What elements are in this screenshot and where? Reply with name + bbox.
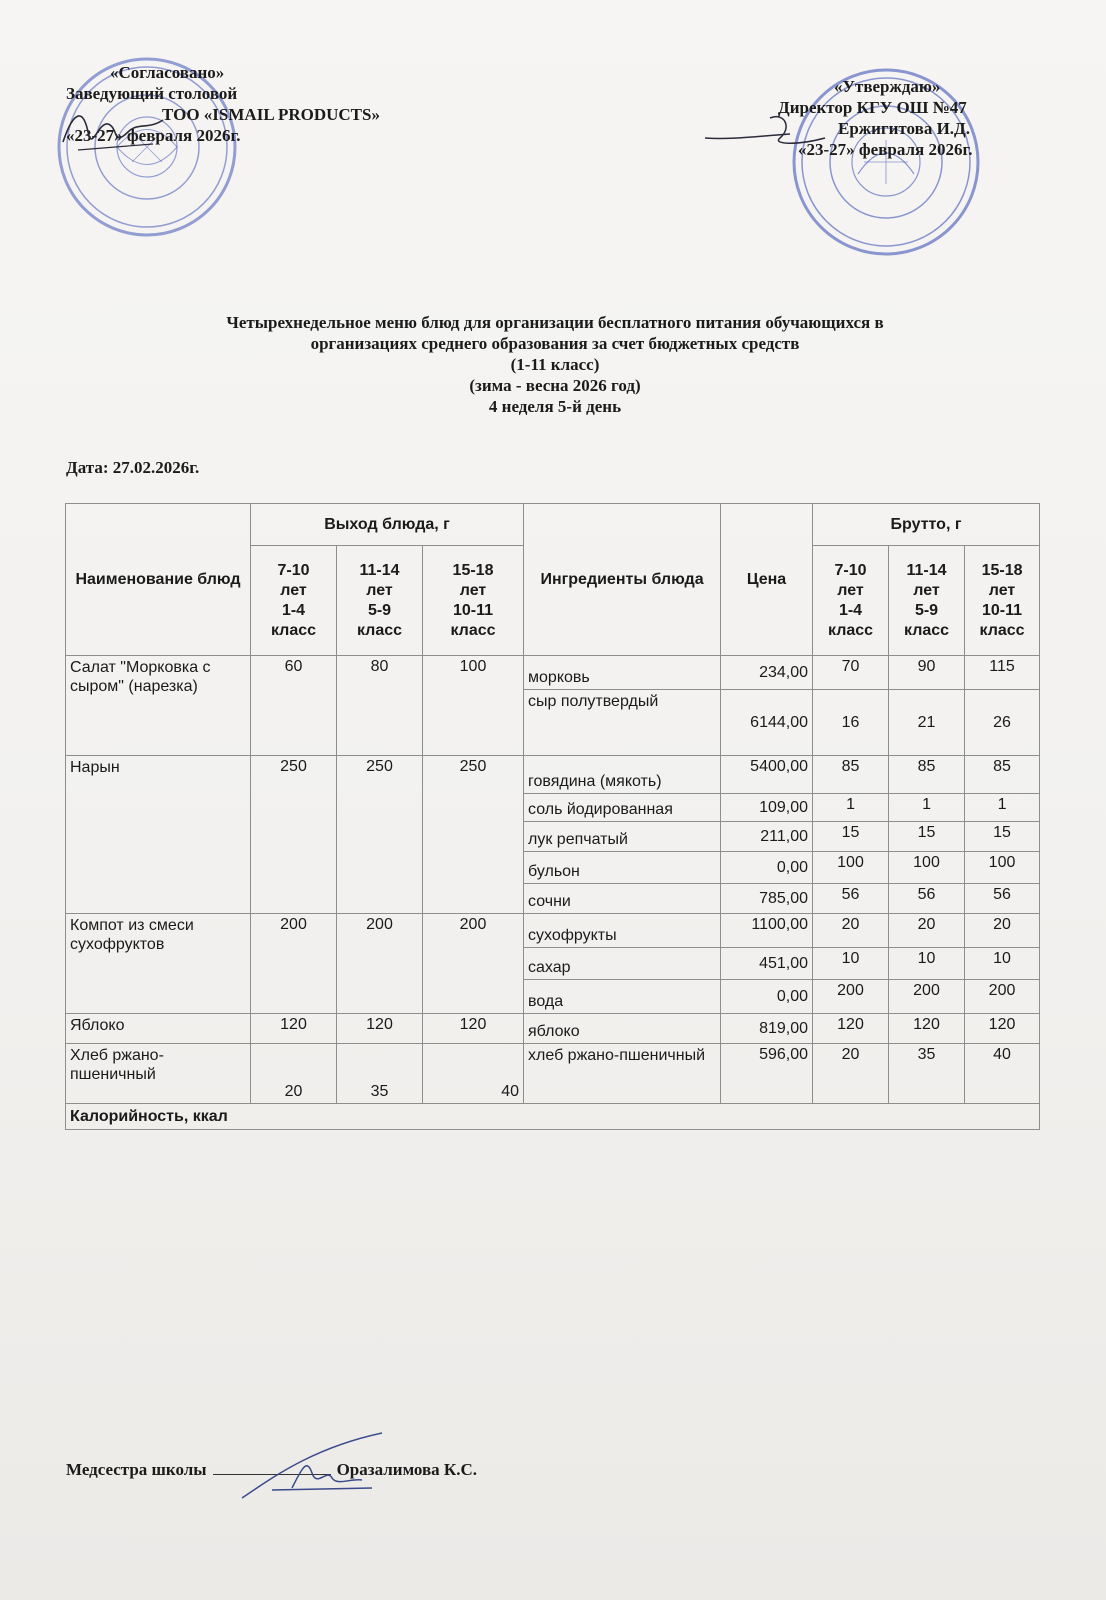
brutto-age-1: 15 <box>813 822 889 852</box>
dish-name: Хлеб ржано-пшеничный <box>66 1044 251 1104</box>
table-row <box>66 914 1040 948</box>
nurse-signature-line <box>66 1460 477 1480</box>
brutto-age-3: 56 <box>965 884 1040 914</box>
ingredient: сочни <box>524 884 721 914</box>
dish-name: Нарын <box>66 756 251 914</box>
brutto-age-1: 20 <box>813 914 889 948</box>
brutto-age-2: 35 <box>889 1044 965 1104</box>
brutto-age-1: 200 <box>813 980 889 1014</box>
output-age-3: 40 <box>423 1044 524 1104</box>
header-output-age-2: 11-14 лет 5-9 класс <box>337 546 423 656</box>
approval-right-position: Директор КГУ ОШ №47 <box>778 98 967 117</box>
header-brutto: Брутто, г <box>813 504 1040 546</box>
table-row <box>66 1044 1040 1104</box>
header-brutto-age-1: 7-10 лет 1-4 класс <box>813 546 889 656</box>
header-price: Цена <box>721 504 813 656</box>
ingredient: сухофрукты <box>524 914 721 948</box>
price: 109,00 <box>721 794 813 822</box>
brutto-age-2: 1 <box>889 794 965 822</box>
brutto-age-3: 120 <box>965 1014 1040 1044</box>
brutto-age-3: 10 <box>965 948 1040 980</box>
table-row <box>66 1014 1040 1044</box>
price: 819,00 <box>721 1014 813 1044</box>
table-row <box>66 756 1040 794</box>
document-title <box>60 312 1050 417</box>
output-age-1: 120 <box>251 1014 337 1044</box>
brutto-age-3: 20 <box>965 914 1040 948</box>
price: 211,00 <box>721 822 813 852</box>
brutto-age-1: 85 <box>813 756 889 794</box>
approval-right-name: Ержигитова И.Д. <box>838 119 970 138</box>
brutto-age-2: 56 <box>889 884 965 914</box>
output-age-3: 120 <box>423 1014 524 1044</box>
title-line-4: (зима - весна 2026 год) <box>469 376 641 395</box>
ingredient: морковь <box>524 656 721 690</box>
header-brutto-age-3: 15-18 лет 10-11 класс <box>965 546 1040 656</box>
brutto-age-2: 20 <box>889 914 965 948</box>
table-row <box>66 1104 1040 1130</box>
brutto-age-1: 1 <box>813 794 889 822</box>
brutto-age-3: 85 <box>965 756 1040 794</box>
price: 0,00 <box>721 980 813 1014</box>
output-age-3: 200 <box>423 914 524 1014</box>
price: 234,00 <box>721 656 813 690</box>
brutto-age-3: 40 <box>965 1044 1040 1104</box>
approval-left-position: Заведующий столовой <box>66 84 238 103</box>
output-age-2: 35 <box>337 1044 423 1104</box>
output-age-1: 200 <box>251 914 337 1014</box>
approval-block-left <box>66 62 380 146</box>
title-line-1: Четырехнедельное меню блюд для организации бесплатного питания обучающихся в <box>226 313 884 332</box>
price: 0,00 <box>721 852 813 884</box>
header-ingredients: Ингредиенты блюда <box>524 504 721 656</box>
price: 5400,00 <box>721 756 813 794</box>
brutto-age-3: 200 <box>965 980 1040 1014</box>
price: 451,00 <box>721 948 813 980</box>
ingredient: бульон <box>524 852 721 884</box>
brutto-age-2: 100 <box>889 852 965 884</box>
brutto-age-1: 100 <box>813 852 889 884</box>
title-line-2: организациях среднего образования за счет бюджетных средств <box>310 334 800 353</box>
ingredient: лук репчатый <box>524 822 721 852</box>
ingredient: сахар <box>524 948 721 980</box>
calories-label: Калорийность, ккал <box>66 1104 1040 1130</box>
output-age-3: 100 <box>423 656 524 756</box>
price: 6144,00 <box>721 690 813 756</box>
header-dish: Наименование блюд <box>66 504 251 656</box>
output-age-2: 120 <box>337 1014 423 1044</box>
price: 785,00 <box>721 884 813 914</box>
approval-block-right <box>778 76 973 160</box>
approval-left-company: ТОО «ISMAIL PRODUCTS» <box>162 105 380 124</box>
output-age-2: 200 <box>337 914 423 1014</box>
brutto-age-2: 10 <box>889 948 965 980</box>
output-age-1: 250 <box>251 756 337 914</box>
output-age-3: 250 <box>423 756 524 914</box>
ingredient: хлеб ржано-пшеничный <box>524 1044 721 1104</box>
output-age-2: 80 <box>337 656 423 756</box>
header-output-age-3: 15-18 лет 10-11 класс <box>423 546 524 656</box>
title-line-5: 4 неделя 5-й день <box>488 397 622 416</box>
brutto-age-1: 16 <box>813 690 889 756</box>
brutto-age-2: 120 <box>889 1014 965 1044</box>
signature-blank <box>213 1474 331 1475</box>
menu-date: Дата: 27.02.2026г. <box>66 458 200 477</box>
approval-left-heading: «Согласовано» <box>110 63 225 82</box>
nurse-label: Медсестра школы <box>66 1460 207 1479</box>
approval-right-date: «23-27» февраля 2026г. <box>798 140 973 159</box>
menu-table <box>65 503 1040 1130</box>
dish-name: Салат "Морковка с сыром" (нарезка) <box>66 656 251 756</box>
brutto-age-2: 200 <box>889 980 965 1014</box>
brutto-age-2: 21 <box>889 690 965 756</box>
brutto-age-1: 56 <box>813 884 889 914</box>
brutto-age-3: 100 <box>965 852 1040 884</box>
table-row <box>66 656 1040 690</box>
brutto-age-1: 10 <box>813 948 889 980</box>
approval-left-date: «23-27» февраля 2026г. <box>66 126 241 145</box>
output-age-1: 20 <box>251 1044 337 1104</box>
brutto-age-3: 26 <box>965 690 1040 756</box>
brutto-age-1: 70 <box>813 656 889 690</box>
brutto-age-3: 1 <box>965 794 1040 822</box>
brutto-age-2: 15 <box>889 822 965 852</box>
brutto-age-2: 90 <box>889 656 965 690</box>
ingredient: вода <box>524 980 721 1014</box>
brutto-age-2: 85 <box>889 756 965 794</box>
header-output: Выход блюда, г <box>251 504 524 546</box>
price: 596,00 <box>721 1044 813 1104</box>
header-output-age-1: 7-10 лет 1-4 класс <box>251 546 337 656</box>
approval-right-heading: «Утверждаю» <box>834 77 941 96</box>
brutto-age-1: 120 <box>813 1014 889 1044</box>
nurse-name: Оразалимова К.С. <box>336 1460 478 1479</box>
output-age-2: 250 <box>337 756 423 914</box>
ingredient: соль йодированная <box>524 794 721 822</box>
dish-name: Яблоко <box>66 1014 251 1044</box>
brutto-age-3: 115 <box>965 656 1040 690</box>
dish-name: Компот из смеси сухофруктов <box>66 914 251 1014</box>
ingredient: яблоко <box>524 1014 721 1044</box>
output-age-1: 60 <box>251 656 337 756</box>
brutto-age-1: 20 <box>813 1044 889 1104</box>
price: 1100,00 <box>721 914 813 948</box>
header-brutto-age-2: 11-14 лет 5-9 класс <box>889 546 965 656</box>
title-line-3: (1-11 класс) <box>510 355 600 374</box>
ingredient: сыр полутвердый <box>524 690 721 756</box>
ingredient: говядина (мякоть) <box>524 756 721 794</box>
brutto-age-3: 15 <box>965 822 1040 852</box>
